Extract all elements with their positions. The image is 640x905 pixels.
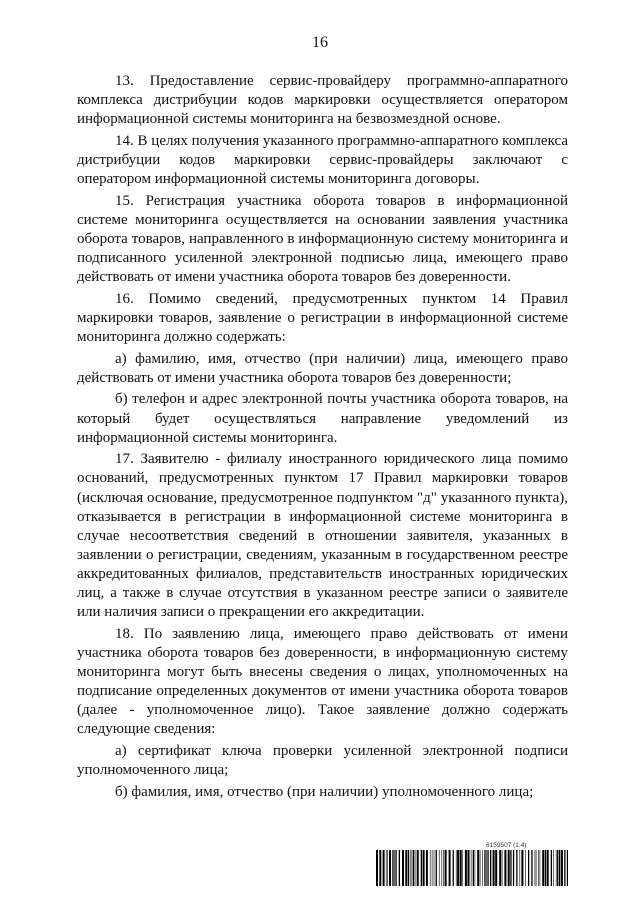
barcode-bar [482,850,483,886]
barcode-bar [567,850,568,886]
barcode-bar [557,850,558,886]
paragraph-16-item-a: а) фамилию, имя, отчество (при наличии) лица, имеющего право действовать от имени участника оборота товаров без доверенности; [77,350,568,386]
paragraph-17: 17. Заявителю - филиалу иностранного юридического лица помимо оснований, предусмотренных пунктом 17 Правил маркировки товаров (исключая основание, предусмотренное подпунктом "д" указанного пункта), отказывается в регистрации в информационной системе мониторинга в случае несоответствия сведений в отношении заявителя, указанных в заявлении о регистрации, сведениям, указанным в государственном реестре аккредитованных филиалов, представительств иностранных юридических лиц, а также в случае отсутствия в указанном реестре записи о заявителе или наличия записи о прекращении его аккредитации. [77,451,568,621]
barcode-bar [439,850,440,886]
paragraph-15: 15. Регистрация участника оборота товаров в информационной системе мониторинга осуществляется на основании заявления участника оборота товаров, направленного в информационную систему мониторинга и подписанного усиленной электронной подписью лица, имеющего право действовать от имени участника оборота товаров без доверенности. [77,192,568,286]
barcode-bar [528,850,529,886]
barcode-bar [402,850,404,886]
barcode-bar [535,850,536,886]
barcode-bar [516,850,517,886]
barcode-bar [487,850,488,886]
barcode-bar [415,850,416,886]
barcode-bar [430,850,431,886]
barcode-bar [376,850,378,886]
barcode-bar [443,850,444,886]
paragraph-16-item-b: б) телефон и адрес электронной почты участника оборота товаров, на который будет осуществляться направление уведомлений из информационной системы мониторинга. [77,391,568,446]
barcode-bar [540,850,541,886]
barcode-bar [417,850,419,886]
paragraph-16: 16. Помимо сведений, предусмотренных пунктом 14 Правил маркировки товаров, заявление о регистрации в информационной системе мониторинга должно содержать: [77,290,568,345]
barcode-bar [457,850,459,886]
barcode-bar [545,850,546,886]
barcode-bar [475,850,476,886]
document-code: 6159507 (1.4) [486,842,527,849]
barcode-bar [442,850,443,886]
barcode-bar [462,850,463,886]
barcode-bar [399,850,400,886]
barcode-bar [426,850,428,886]
barcode-bar [465,850,467,886]
barcode-bar [490,850,491,886]
barcode-bar [394,850,395,886]
barcode-bar [413,850,414,886]
barcode-bar [387,850,388,886]
barcode-bar [421,850,422,886]
barcode-bar [531,850,532,886]
barcode-bar [389,850,391,886]
paragraph-13: 13. Предоставление сервис-провайдеру программно-аппаратного комплекса дистрибуции кодов маркировки осуществляется оператором информационной системы мониторинга на безвозмездной основе. [77,73,568,128]
barcode-bar [521,850,523,886]
barcode-bar [445,850,447,886]
barcode-bar [456,850,457,886]
page-number: 16 [312,34,328,51]
barcode-bar [379,850,381,886]
barcode-bar [536,850,537,886]
barcode-bar [477,850,479,886]
barcode-bar [525,850,526,886]
barcode-bar [499,850,501,886]
barcode-bar [510,850,511,886]
barcode-bar [551,850,552,886]
barcode-bar [392,850,393,886]
barcode-bar [495,850,497,886]
barcode-bar [513,850,514,886]
barcode-bar [508,850,510,886]
barcode-bar [553,850,554,886]
barcode-bar [473,850,474,886]
barcode-bar [412,850,413,886]
paragraph-18-item-b: б) фамилия, имя, отчество (при наличии) уполномоченного лица; [115,783,534,800]
barcode-bar [502,850,503,886]
barcode-bar [538,850,539,886]
barcode-bar [411,850,412,886]
barcode-bar [405,850,407,886]
barcode-bar [434,850,435,886]
barcode-bar [436,850,437,886]
barcode-bar [520,850,521,886]
barcode-bar [561,850,563,886]
barcode-bar [453,850,454,886]
barcode-bar [395,850,396,886]
paragraph-18: 18. По заявлению лица, имеющего право действовать от имени участника оборота товаров без доверенности, в информационную систему мониторинга могут быть внесены сведения о лицах, уполномоченных на подписание определенных документов от имени участника оборота товаров (далее - уполномоченное лицо). Такое заявление должно содержать следующие сведения: [77,625,568,738]
barcode-bar [484,850,485,886]
barcode-bar [386,850,387,886]
barcode-bar [564,850,565,886]
paragraph-18-item-a: а) сертификат ключа проверки усиленной электронной подписи уполномоченного лица; [77,742,568,779]
barcode-bar [504,850,506,886]
barcode-bar [559,850,560,886]
barcode-bar [547,850,549,886]
barcode-image [376,850,568,886]
document-body [77,72,568,804]
barcode-bar [460,850,462,886]
paragraph-14: 14. В целях получения указанного программно-аппаратного комплекса дистрибуции кодов маркировки сервис-провайдеры заключают с оператором информационной системы мониторинга договоры. [77,132,568,188]
barcode-bar [480,850,481,886]
barcode-bar [408,850,409,886]
barcode-bar [449,850,451,886]
barcode-bar [423,850,425,886]
barcode-bar [432,850,433,886]
barcode-bar [471,850,472,886]
barcode-bar [383,850,385,886]
barcode-bar [493,850,495,886]
barcode-bar [542,850,544,886]
barcode-bar [468,850,470,886]
barcode-bar [486,850,487,886]
barcode-bar [556,850,557,886]
